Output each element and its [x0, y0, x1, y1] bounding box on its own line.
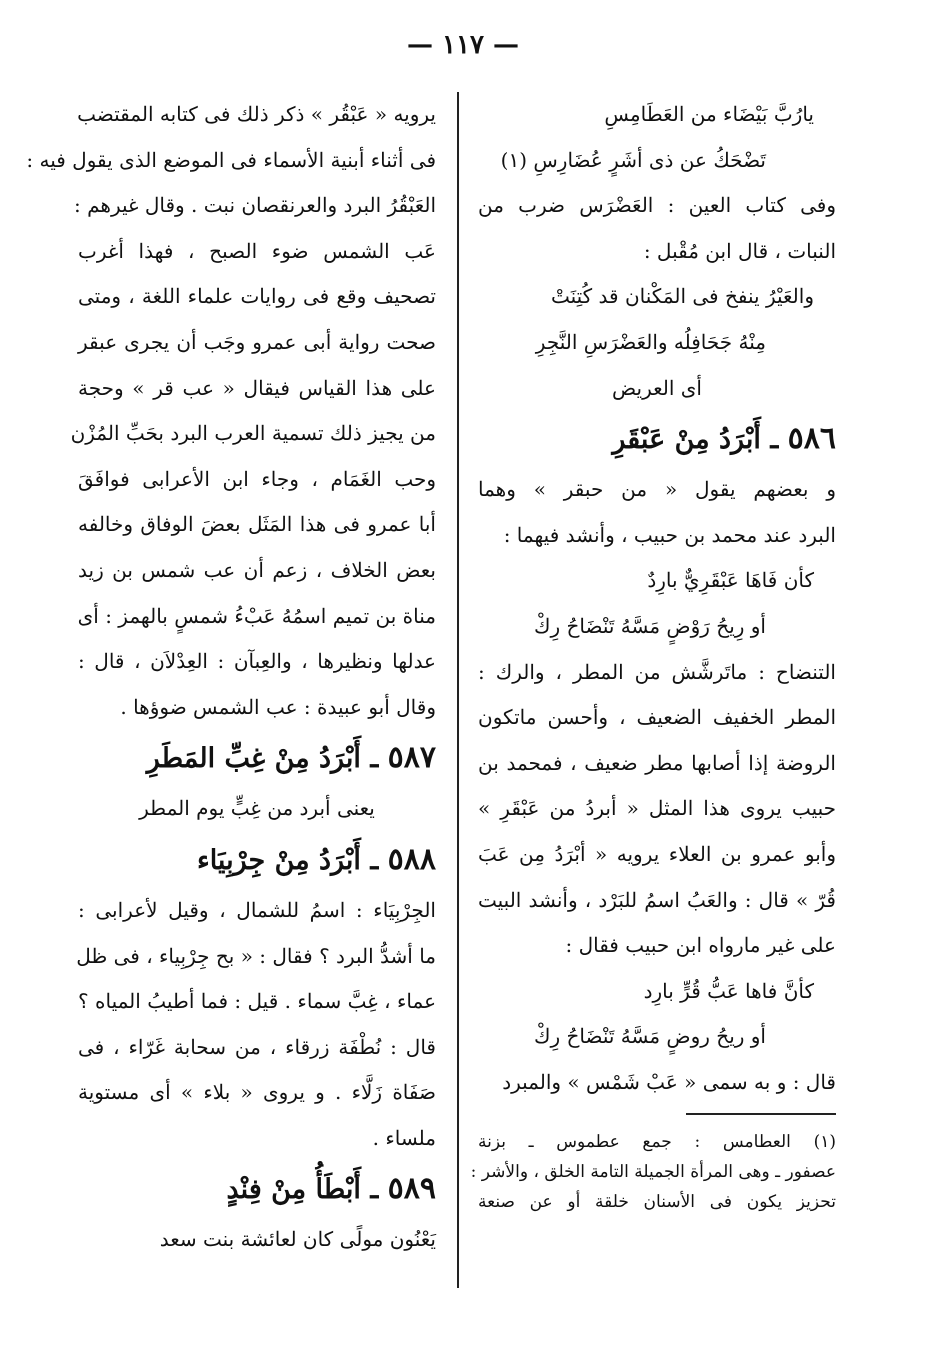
text-line: النبات ، قال ابن مُقْبل : — [643, 238, 836, 263]
text-line: وأبو عمرو بن العلاء يرويه « أبْرَدُ مِن عَبَ — [478, 841, 836, 866]
footnote-line: تحزيز يكون فى الأسنان خلقة أو عن صنعة — [478, 1192, 836, 1213]
text-line: مناة بن تميم اسمُهُ عَبْءُ شمسٍ بالهمز : أى — [77, 603, 436, 628]
text-line: يعنى أبرد من غِبٍّ يوم المطر — [139, 796, 375, 821]
proverb-text: ـ أَبْرَدُ مِنْ جِرْبِيَاء — [197, 844, 379, 876]
text-line: عدلها ونظيرها ، والعِبآن : العِدْلاَن ، قال : — [78, 649, 436, 674]
text-line: وحب الغَمَام ، وجاء ابن الأعرابى فوافَقَ — [78, 466, 436, 491]
proverb-heading — [78, 730, 436, 786]
text-line: ملساء . — [372, 1125, 436, 1150]
proverb-text: ـ أَبْرَدُ مِنْ غِبِّ المَطَرِ — [146, 743, 379, 775]
text-line: الروضة إذا أصابها مطر ضعيف ، فمحمد بن — [478, 750, 836, 775]
text-line: صَفَاة زَلَّاء . و يروى « بلاء » أى مستوية — [78, 1080, 436, 1105]
verse-line: والعَيْرُ ينفخ فى المَكْنان قد كُتِنَتْ — [550, 284, 814, 309]
proverb-number: ٥٨٨ — [387, 841, 436, 877]
verse-line: مِنْهُ جَحَافِلُه والعَضْرَسِ النَّجِرِ — [535, 329, 766, 354]
text-line: البرد عند محمد بن حبيب ، وأنشد فيهما : — [503, 522, 836, 547]
text-line: قُرّ » قال : والعَبُ اسمُ للبَرْد ، وأنشد البيت — [478, 887, 836, 912]
text-line: المطر الخفيف الضعيف ، وأحسن ماتكون — [478, 705, 836, 730]
proverb-text: ـ أَبْطَأُ مِنْ فِنْدٍ — [226, 1174, 379, 1206]
right-column — [470, 92, 836, 1217]
verse-line: كأن فَاهَا عَبْقَرِيٌّ بارِدٌ — [647, 568, 814, 593]
text-line: تصحيف وقع فى روايات علماء اللغة ، ومتى — [78, 284, 436, 309]
footnote-line: عصفور ـ وهى المرأة الجميلة التامة الخلق ، والأشر : — [470, 1162, 836, 1183]
text-line: حبيب يروى هذا المثل « أبردُ من عَبْقَرِ » — [478, 796, 836, 821]
text-line: وقال أبو عبيدة : عب الشمس ضوؤها . — [120, 694, 436, 719]
proverb-heading — [78, 832, 436, 888]
verse-line: يارُبَّ بَيْضَاء من العَطَامِسِ — [604, 102, 814, 126]
text-line: عَب الشمس ضوء الصبح ، فهذا أغرب — [78, 238, 436, 263]
proverb-heading — [78, 1161, 436, 1217]
text-line: أبا عمرو فى هذا المَثَل بعضَ الوفاق وخالفه — [78, 512, 436, 537]
text-line: يَعْنُون مولًى كان لعائشة بنت سعد — [159, 1227, 436, 1252]
text-line: قال : و به سمى « عَبْ شَمْس » والمبرد — [502, 1069, 836, 1094]
text-line: على هذا القياس فيقال « عب قر » وحجة — [78, 375, 436, 400]
verse-line: تَضْحَكُ عن ذى أشَرٍ عُضَارِسِ (١) — [500, 147, 766, 172]
text-line: على غير مارواه ابن حبيب فقال : — [565, 933, 836, 958]
text-line: وفى كتاب العين : العَضْرَس ضرب من — [478, 193, 836, 218]
text-line: بعض الخلاف ، زعم أن عب شمس بن زيد — [78, 557, 436, 582]
text-line: صحت رواية أبى عمرو وجَب أن يجرى عبقر — [78, 329, 436, 354]
proverb-number: ٥٨٩ — [387, 1171, 436, 1207]
proverb-text: ـ أَبْرَدُ مِنْ عَبْقَرِ — [612, 424, 779, 456]
proverb-heading — [478, 411, 836, 467]
verse-line: أو ريحُ روضٍ مَسَّهُ تَنْضَاحُ رِكْ — [533, 1024, 766, 1049]
text-line: العَبْقُرُ البرد والعرنقصان نبت . وقال غيرهم : — [74, 193, 436, 218]
proverb-number: ٥٨٧ — [387, 740, 436, 776]
verse-line: كأنَّ فاها عَبُّ قُرٍّ بارِد — [643, 978, 814, 1003]
footnote-line: (١) العطامس : جمع عطموس ـ بزنة — [478, 1132, 836, 1153]
text-line: عماء ، غِبَّ سماء . قيل : فما أطيبُ المياه ؟ — [78, 989, 436, 1014]
text-line: من يجيز ذلك تسمية العرب البرد بحَبِّ المُزْن — [70, 421, 436, 446]
text-line: و بعضهم يقول « من حبقر » وهما — [478, 477, 836, 502]
proverb-number: ٥٨٦ — [787, 421, 836, 457]
text-line: ما أشدُّ البرد ؟ فقال : « بح جِرْبِياء ، فى ظل — [76, 943, 436, 968]
left-column — [26, 92, 436, 1263]
column-divider — [457, 92, 459, 1288]
text-line: أى العريض — [612, 375, 702, 400]
text-line: فى أثناء أبنية الأسماء فى الموضع الذى يقول فيه : — [26, 147, 436, 172]
text-line: التنضاح : ماتَرشَّش من المطر ، والرك : — [478, 659, 836, 684]
text-line: الجِرْبِيَاء : اسمُ للشمال ، وقيل لأعرابى : — [78, 897, 436, 922]
footnote-rule — [478, 1105, 836, 1127]
verse-line: أو رِيحُ رَوْضٍ مَسَّهُ تَنْضَاحُ رِكْ — [533, 613, 766, 638]
text-line: يرويه « عَبْقُر » ذكر ذلك فى كتابه المقتضب — [77, 102, 436, 126]
text-line: قال : نُطْفَة زرقاء ، من سحابة غَرّاء ، فى — [78, 1034, 436, 1059]
page-number: — ١١٧ — — [406, 30, 520, 60]
